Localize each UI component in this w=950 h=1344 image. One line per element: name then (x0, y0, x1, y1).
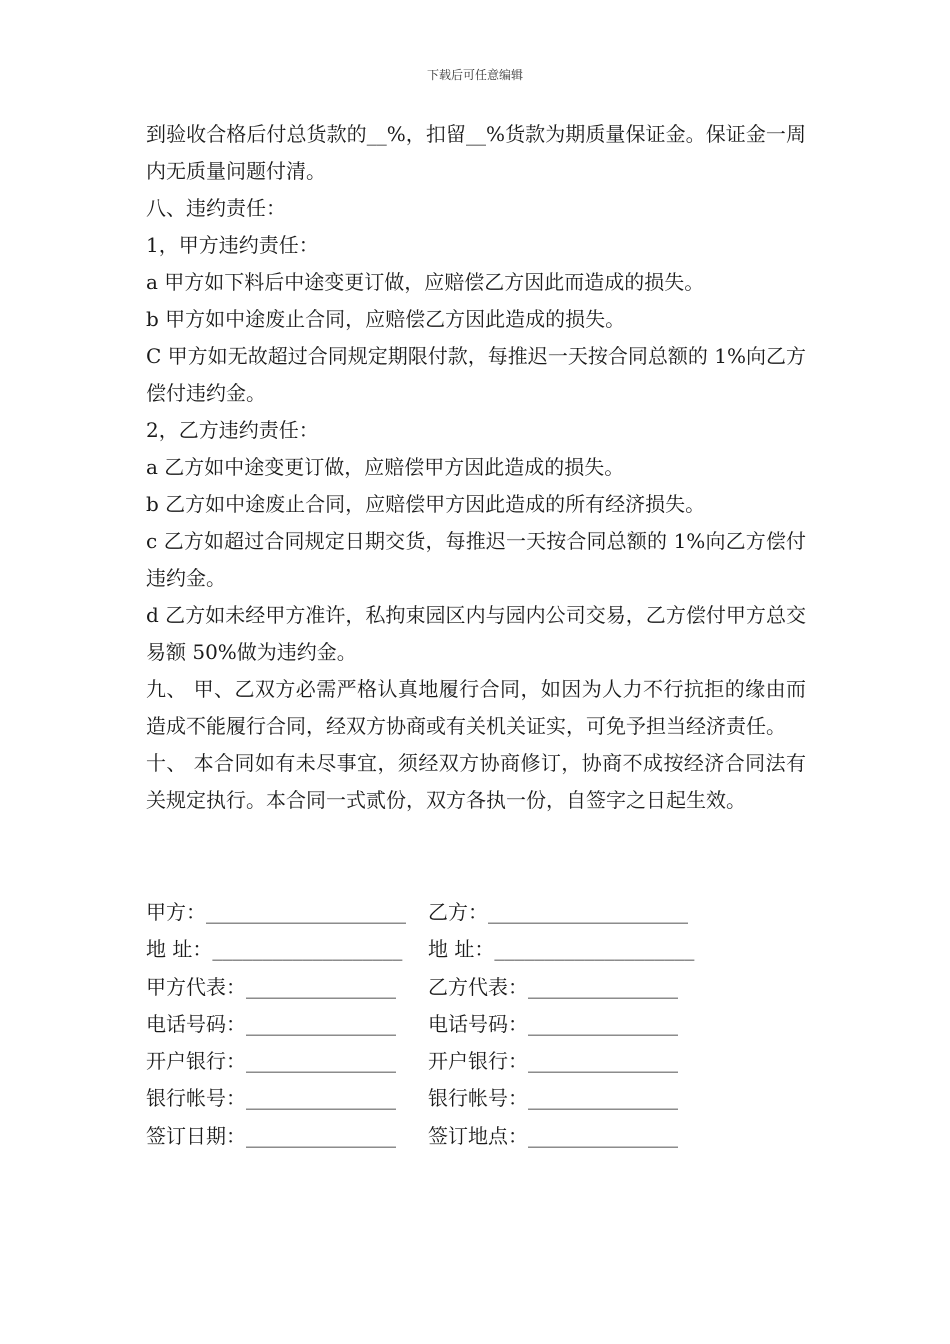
signature-row (146, 969, 766, 1006)
section-nine-force-majeure: 九、 甲、乙双方必需严格认真地履行合同，如因为人力不行抗拒的缘由而造成不能履行合同，经双方协商或有关机关证实，可免予担当经济责任。 (146, 677, 806, 738)
party-b-account-field: 银行帐号：_______________ (428, 1086, 678, 1111)
signature-row (146, 1006, 766, 1043)
party-a-bank-field: 开户银行：_______________ (146, 1049, 396, 1074)
party-b-name-field: 乙方：____________________ (428, 900, 688, 924)
signing-place-field: 签订地点：_______________ (428, 1123, 678, 1148)
clause-d-party-b: d 乙方如未经甲方准许，私拘束园区内与园内公司交易，乙方偿付甲方总交易额 50%做为违约金。 (146, 603, 806, 664)
clause-c-party-a: C 甲方如无故超过合同规定期限付款，每推迟一天按合同总额的 1%向乙方偿付违约金。 (146, 344, 806, 405)
contract-body (146, 116, 806, 819)
party-a-address-field: 地 址：___________________ (146, 937, 403, 962)
signature-row (146, 1118, 766, 1155)
signature-row (146, 1080, 766, 1117)
subheading-party-b-liability: 2，乙方违约责任： (146, 418, 319, 442)
clause-b-party-a: b 甲方如中途废止合同，应赔偿乙方因此造成的损失。 (146, 307, 626, 331)
party-a-phone-field: 电话号码：_______________ (146, 1011, 396, 1036)
party-b-address-field: 地 址：____________________ (428, 937, 695, 962)
party-a-account-field: 银行帐号：_______________ (146, 1086, 396, 1111)
signing-date-field: 签订日期：_______________ (146, 1123, 396, 1148)
signature-row (146, 931, 766, 968)
paragraph-payment: 到验收合格后付总货款的__%，扣留__%货款为期质量保证金。保证金一周内无质量问题付清。 (146, 122, 806, 183)
clause-a-party-b: a 乙方如中途变更订做，应赔偿甲方因此造成的损失。 (146, 455, 625, 479)
party-b-phone-field: 电话号码：_______________ (428, 1011, 678, 1036)
party-b-representative-field: 乙方代表：_______________ (428, 974, 678, 999)
party-a-representative-field: 甲方代表：_______________ (146, 974, 396, 999)
subheading-party-a-liability: 1，甲方违约责任： (146, 233, 319, 257)
signature-row (146, 894, 766, 931)
section-ten-miscellaneous: 十、 本合同如有未尽事宜，须经双方协商修订，协商不成按经济合同法有关规定执行。本合同一式贰份，双方各执一份，自签字之日起生效。 (146, 751, 806, 812)
party-b-bank-field: 开户银行：_______________ (428, 1049, 678, 1074)
signature-row (146, 1043, 766, 1080)
clause-b-party-b: b 乙方如中途废止合同，应赔偿甲方因此造成的所有经济损失。 (146, 492, 706, 516)
clause-c-party-b: c 乙方如超过合同规定日期交货，每推迟一天按合同总额的 1%向乙方偿付违约金。 (146, 529, 806, 590)
clause-a-party-a: a 甲方如下料后中途变更订做，应赔偿乙方因此而造成的损失。 (146, 270, 705, 294)
heading-breach-liability: 八、违约责任： (146, 196, 286, 220)
signature-block (146, 894, 766, 1155)
party-a-name-field: 甲方：____________________ (146, 900, 406, 924)
page-header-note: 下载后可任意编辑 (426, 68, 523, 82)
